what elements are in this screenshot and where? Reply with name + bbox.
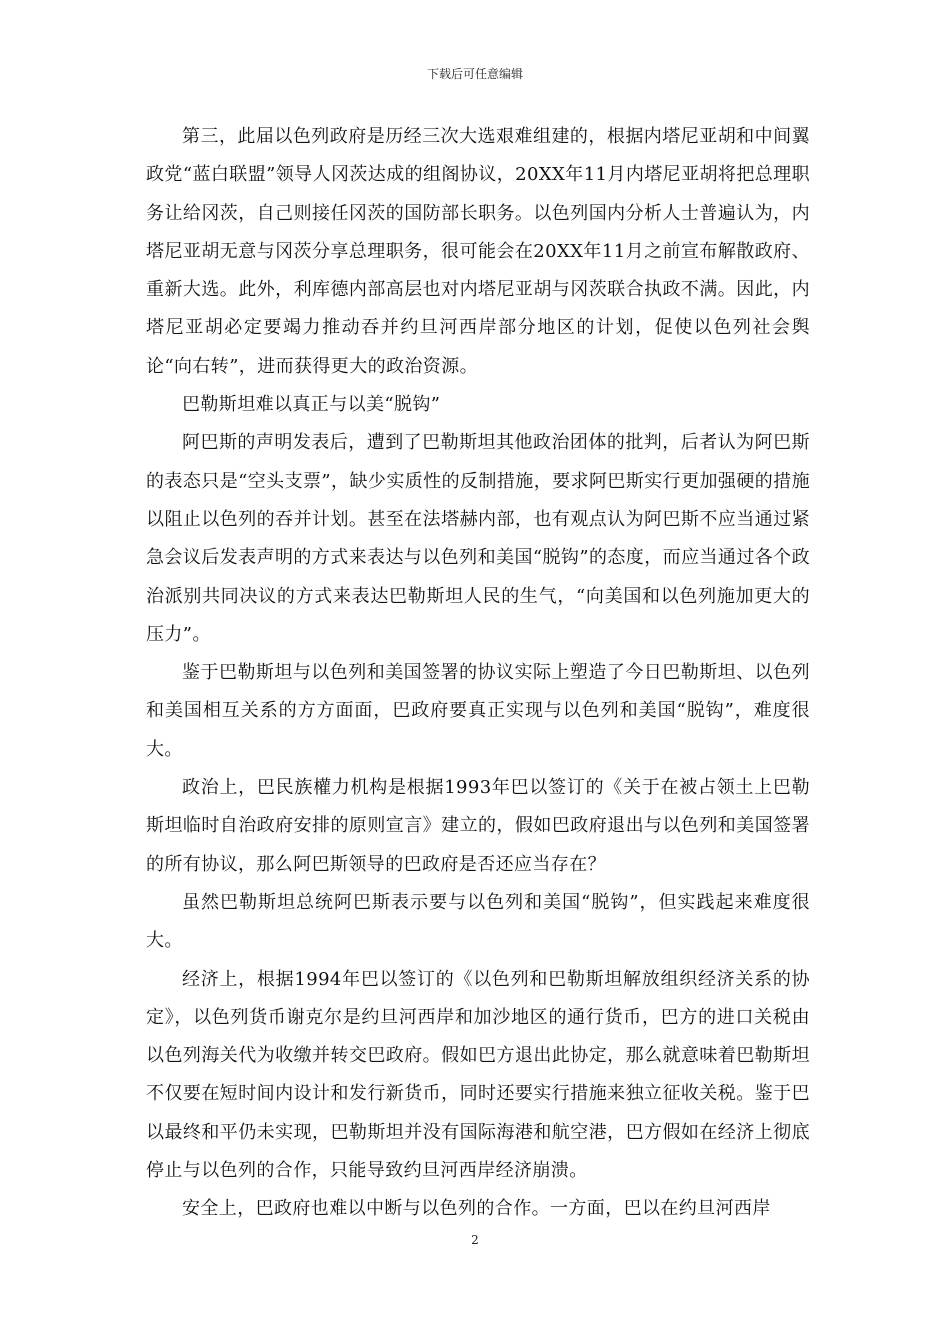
page-number: 2 xyxy=(471,1233,479,1247)
section-heading: 巴勒斯坦难以真正与以美“脱钩” xyxy=(182,394,441,416)
paragraph: 经济上，根据1994年巴以签订的《以色列和巴勒斯坦解放组织经济关系的协定》，以色列货币谢克尔是约旦河西岸和加沙地区的通行货币，巴方的进口关税由以色列海关代为收缴并转交巴政府。假如巴方退出此协定，那么就意味着巴勒斯坦不仅要在短时间内设计和发行新货币，同时还要实行措施来独立征收关税。鉴于巴以最终和平仍未实现，巴勒斯坦并没有国际海港和航空港，巴方假如在经济上彻底停止与以色列的合作，只能导致约旦河西岸经济崩溃。 xyxy=(146,968,810,1182)
paragraph: 阿巴斯的声明发表后，遭到了巴勒斯坦其他政治团体的批判，后者认为阿巴斯的表态只是“空头支票”，缺少实质性的反制措施，要求阿巴斯实行更加强硬的措施以阻止以色列的吞并计划。甚至在法塔赫内部，也有观点认为阿巴斯不应当通过紧急会议后发表声明的方式来表达与以色列和美国“脱钩”的态度，而应当通过各个政治派别共同决议的方式来表达巴勒斯坦人民的生气，“向美国和以色列施加更大的压力”。 xyxy=(146,432,810,645)
paragraph: 政治上，巴民族權力机构是根据1993年巴以签订的《关于在被占领土上巴勒斯坦临时自治政府安排的原则宣言》建立的，假如巴政府退出与以色列和美国签署的所有协议，那么阿巴斯领导的巴政府是否还应当存在？ xyxy=(146,777,810,875)
paragraph: 安全上，巴政府也难以中断与以色列的合作。一方面，巴以在约旦河西岸 xyxy=(182,1198,771,1220)
document-body xyxy=(146,118,810,1229)
page-header: 下载后可任意编辑 xyxy=(426,67,523,81)
paragraph: 鉴于巴勒斯坦与以色列和美国签署的协议实际上塑造了今日巴勒斯坦、以色列和美国相互关系的方方面面，巴政府要真正实现与以色列和美国“脱钩”，难度很大。 xyxy=(146,662,810,760)
paragraph: 虽然巴勒斯坦总统阿巴斯表示要与以色列和美国“脱钩”，但实践起来难度很大。 xyxy=(146,891,810,952)
paragraph: 第三，此届以色列政府是历经三次大选艰难组建的，根据内塔尼亚胡和中间翼政党“蓝白联盟”领导人冈茨达成的组阁协议，20XX年11月内塔尼亚胡将把总理职务让给冈茨，自己则接任冈茨的国防部长职务。以色列国内分析人士普遍认为，内塔尼亚胡无意与冈茨分享总理职务，很可能会在20XX年11月之前宣布解散政府、重新大选。此外，利库德内部高层也对内塔尼亚胡与冈茨联合执政不满。因此，内塔尼亚胡必定要竭力推动吞并约旦河西岸部分地区的计划，促使以色列社会舆论“向右转”，进而获得更大的政治资源。 xyxy=(146,126,810,377)
